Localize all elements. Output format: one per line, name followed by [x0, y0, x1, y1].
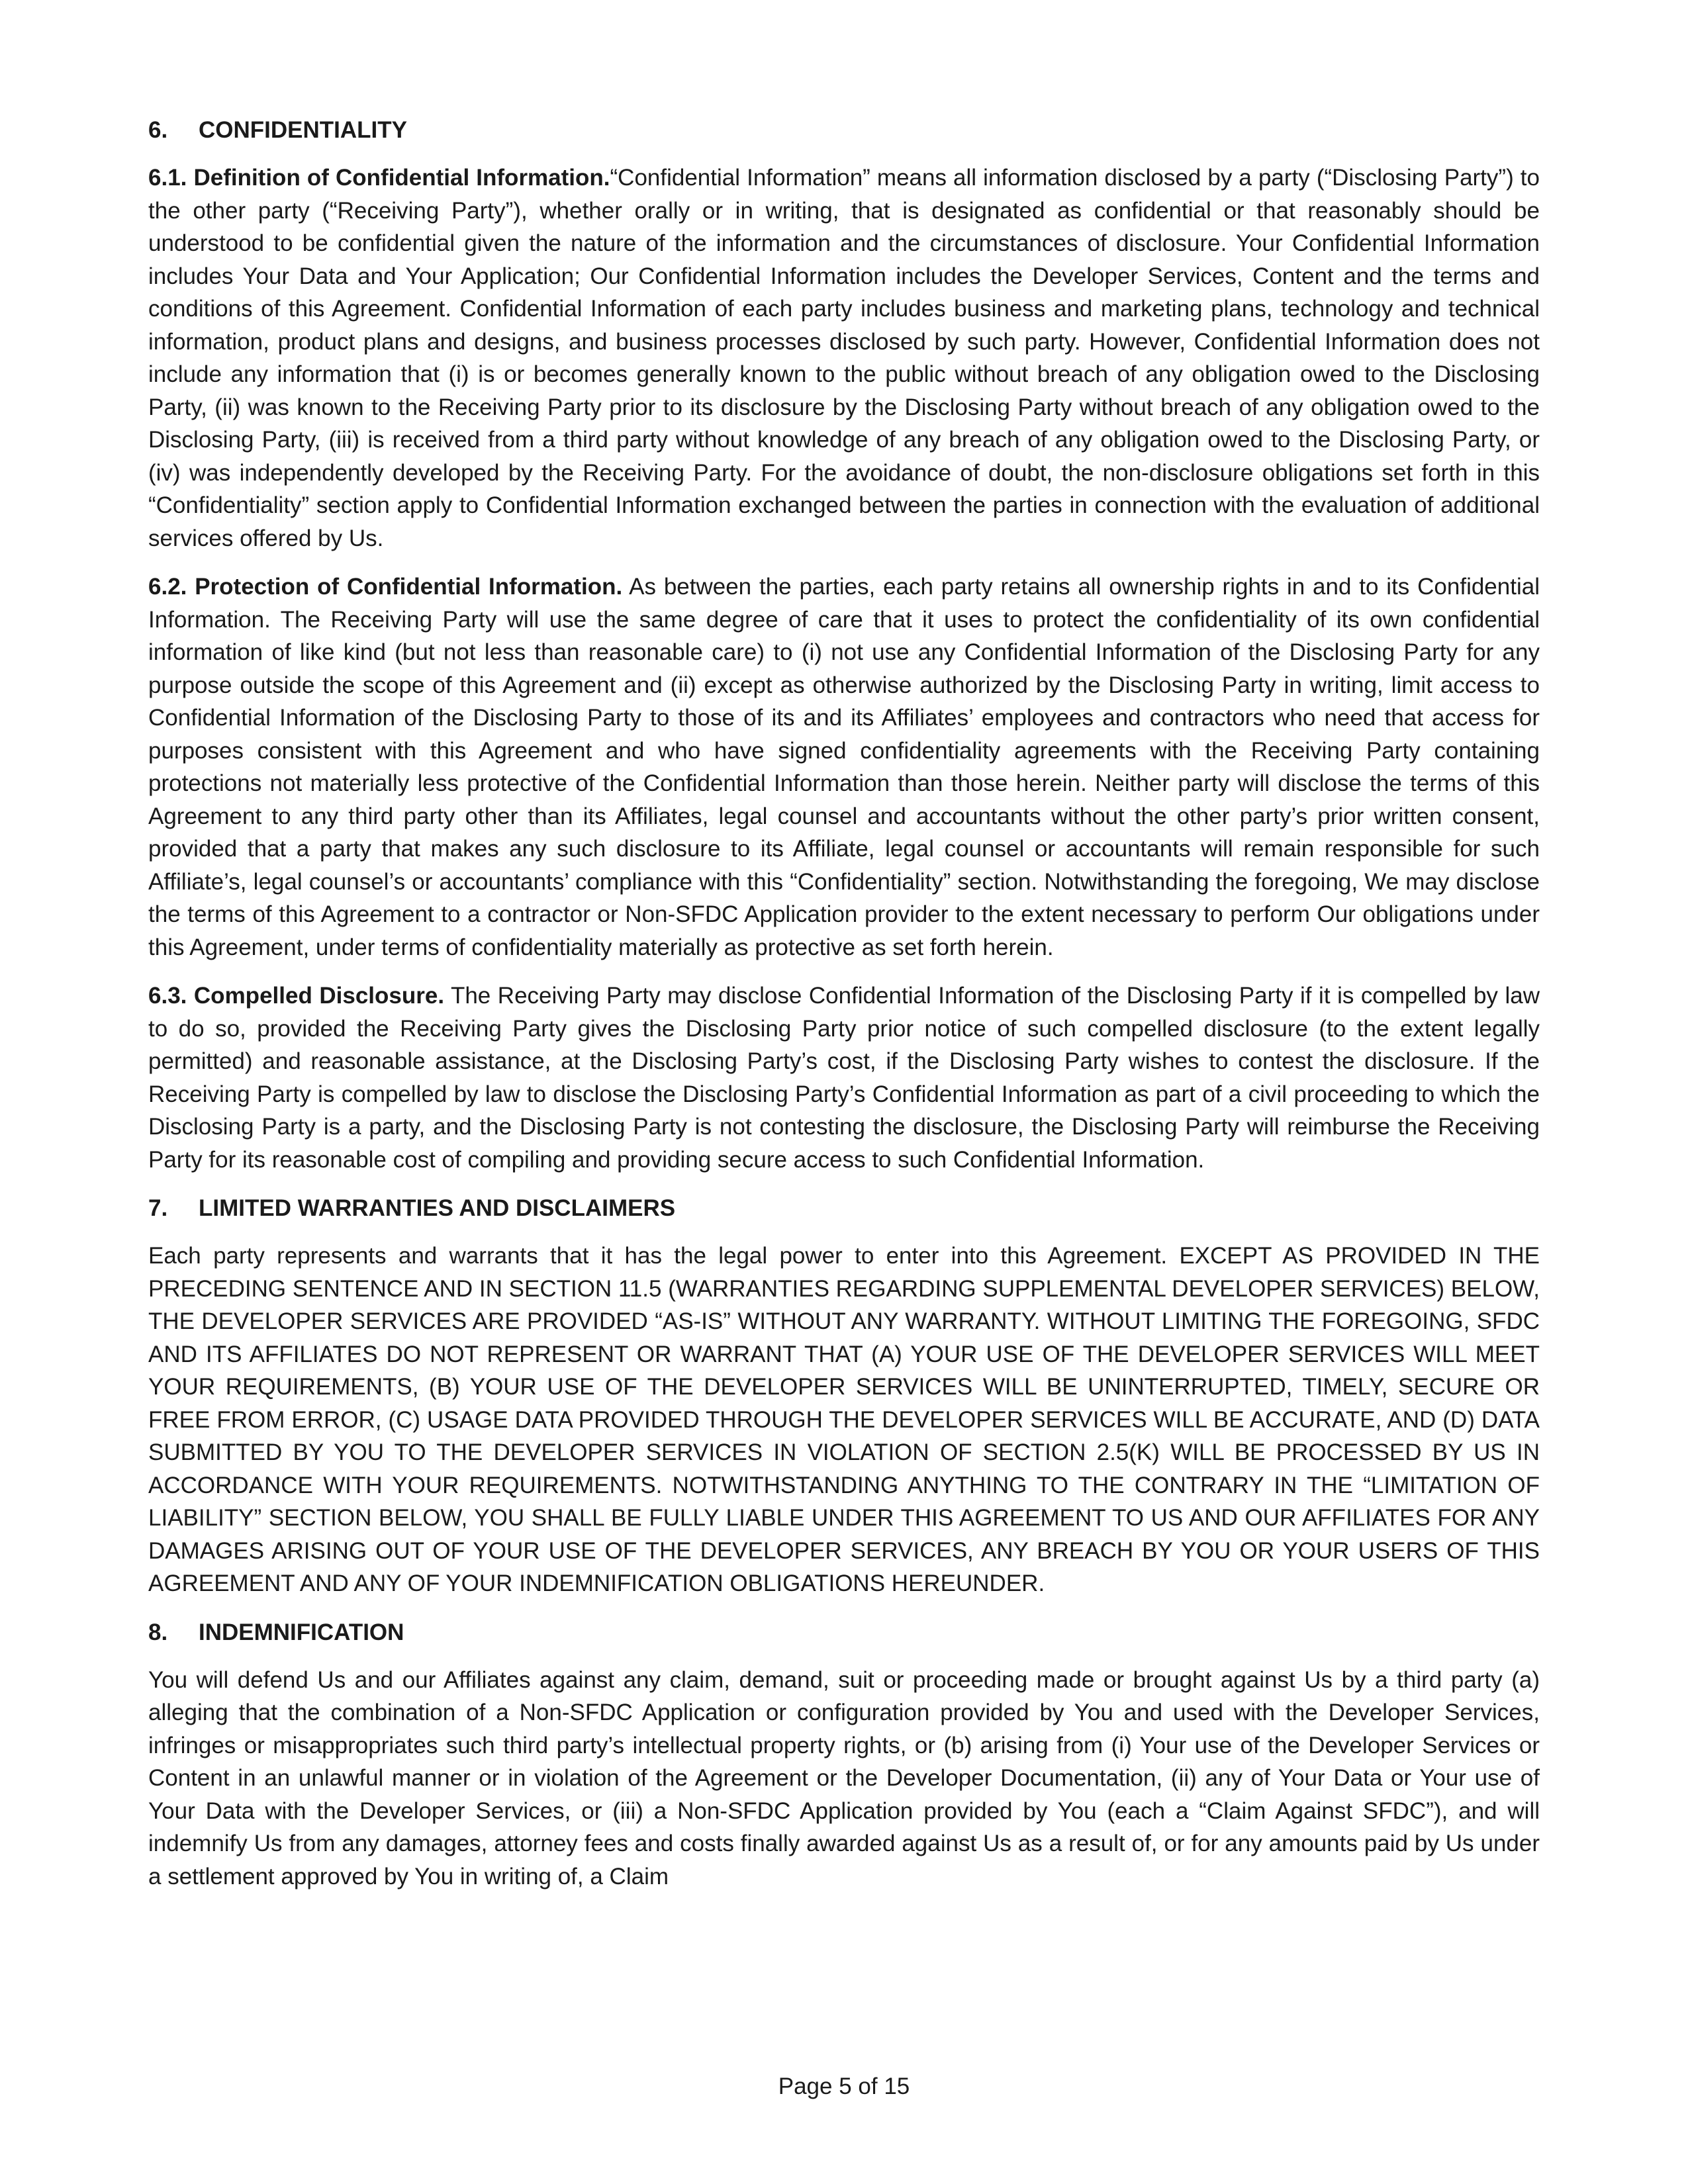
- section-title: CONFIDENTIALITY: [199, 117, 407, 143]
- paragraph-text: You will defend Us and our Affiliates against any claim, demand, suit or proceeding made or brought against Us by a third party (a) alleging that the combination of a Non-SFDC Application or configuration provided by You and used with the Developer Services, infringes or misappropriates such third party’s intellectual property rights, or (b) arising from (i) Your use of the Developer Services or Content in an unlawful manner or in violation of the Agreement or the Developer Documentation, (ii) any of Your Data or Your use of Your Data with the Developer Services, or (iii) a Non-SFDC Application provided by You (each a “Claim Against SFDC”), and will indemnify Us from any damages, attorney fees and costs finally awarded against Us as a result of, or for any amounts paid by Us under a settlement approved by You in writing of, a Claim: [148, 1666, 1540, 1889]
- paragraph-7: [148, 1240, 1540, 1600]
- paragraph-6-3: [148, 979, 1540, 1176]
- page-content: [148, 106, 1540, 1909]
- section-number: 7.: [148, 1195, 168, 1221]
- paragraph-6-2: [148, 570, 1540, 964]
- paragraph-text: Each party represents and warrants that it has the legal power to enter into this Agreement. EXCEPT AS PROVIDED IN THE PRECEDING SENTENCE AND IN SECTION 11.5 (WARRANTIES REGARDING SUPPLEMENTAL DEVELOPER SERVICES) BELOW, THE DEVELOPER SERVICES ARE PROVIDED “AS-IS” WITHOUT ANY WARRANTY. WITHOUT LIMITING THE FOREGOING, SFDC AND ITS AFFILIATES DO NOT REPRESENT OR WARRANT THAT (A) YOUR USE OF THE DEVELOPER SERVICES WILL MEET YOUR REQUIREMENTS, (B) YOUR USE OF THE DEVELOPER SERVICES WILL BE UNINTERRUPTED, TIMELY, SECURE OR FREE FROM ERROR, (C) USAGE DATA PROVIDED THROUGH THE DEVELOPER SERVICES WILL BE ACCURATE, AND (D) DATA SUBMITTED BY YOU TO THE DEVELOPER SERVICES IN VIOLATION OF SECTION 2.5(K) WILL BE PROCESSED BY US IN ACCORDANCE WITH YOUR REQUIREMENTS. NOTWITHSTANDING ANYTHING TO THE CONTRARY IN THE “LIMITATION OF LIABILITY” SECTION BELOW, YOU SHALL BE FULLY LIABLE UNDER THIS AGREEMENT TO US AND OUR AFFILIATES FOR ANY DAMAGES ARISING OUT OF YOUR USE OF THE DEVELOPER SERVICES, ANY BREACH BY YOU OR YOUR USERS OF THIS AGREEMENT AND ANY OF YOUR INDEMNIFICATION OBLIGATIONS HEREUNDER.: [148, 1243, 1540, 1596]
- section-number: 6.: [148, 117, 168, 143]
- paragraph-lead: 6.1. Definition of Confidential Information.: [148, 165, 610, 191]
- section-heading-indemnification: [148, 1616, 1540, 1649]
- paragraph-text: The Receiving Party may disclose Confidential Information of the Disclosing Party if it is compelled by law to do so, provided the Receiving Party gives the Disclosing Party prior notice of such compelled disclosure (to the extent legally permitted) and reasonable assistance, at the Disclosing Party’s cost, if the Disclosing Party wishes to contest the disclosure. If the Receiving Party is compelled by law to disclose the Disclosing Party’s Confidential Information as part of a civil proceeding to which the Disclosing Party is a party, and the Disclosing Party is not contesting the disclosure, the Disclosing Party will reimburse the Receiving Party for its reasonable cost of compiling and providing secure access to such Confidential Information.: [148, 983, 1540, 1173]
- paragraph-text: “Confidential Information” means all information disclosed by a party (“Disclosing Party”) to the other party (“Receiving Party”), whether orally or in writing, that is designated as confidential or that reasonably should be understood to be confidential given the nature of the information and the circumstances of disclosure. Your Confidential Information includes Your Data and Your Application; Our Confidential Information includes the Developer Services, Content and the terms and conditions of this Agreement. Confidential Information of each party includes business and marketing plans, technology and technical information, product plans and designs, and business processes disclosed by such party. However, Confidential Information does not include any information that (i) is or becomes generally known to the public without breach of any obligation owed to the Disclosing Party, (ii) was known to the Receiving Party prior to its disclosure by the Disclosing Party without breach of any obligation owed to the Disclosing Party, (iii) is received from a third party without knowledge of any breach of any obligation owed to the Disclosing Party, or (iv) was independently developed by the Receiving Party. For the avoidance of doubt, the non-disclosure obligations set forth in this “Confidentiality” section apply to Confidential Information exchanged between the parties in connection with the evaluation of additional services offered by Us.: [148, 165, 1540, 551]
- paragraph-text: As between the parties, each party retains all ownership rights in and to its Confidential Information. The Receiving Party will use the same degree of care that it uses to protect the confidentiality of its own confidential information of like kind (but not less than reasonable care) to (i) not use any Confidential Information of the Disclosing Party for any purpose outside the scope of this Agreement and (ii) except as otherwise authorized by the Disclosing Party in writing, limit access to Confidential Information of the Disclosing Party to those of its and its Affiliates’ employees and contractors who need that access for purposes consistent with this Agreement and who have signed confidentiality agreements with the Receiving Party containing protections not materially less protective of the Confidential Information than those herein. Neither party will disclose the terms of this Agreement to any third party other than its Affiliates, legal counsel and accountants without the other party’s prior written consent, provided that a party that makes any such disclosure to its Affiliate, legal counsel or accountants will remain responsible for such Affiliate’s, legal counsel’s or accountants’ compliance with this “Confidentiality” section. Notwithstanding the foregoing, We may disclose the terms of this Agreement to a contractor or Non-SFDC Application provider to the extent necessary to perform Our obligations under this Agreement, under terms of confidentiality materially as protective as set forth herein.: [148, 574, 1540, 960]
- paragraph-lead: 6.3. Compelled Disclosure.: [148, 983, 445, 1009]
- section-title: INDEMNIFICATION: [199, 1619, 404, 1645]
- paragraph-lead: 6.2. Protection of Confidential Information.: [148, 574, 623, 600]
- section-title: LIMITED WARRANTIES AND DISCLAIMERS: [199, 1195, 676, 1221]
- section-heading-warranties: [148, 1192, 1540, 1225]
- page-number: Page 5 of 15: [778, 2073, 910, 2099]
- paragraph-6-1: [148, 161, 1540, 555]
- section-heading-confidentiality: [148, 114, 1540, 147]
- section-number: 8.: [148, 1619, 168, 1645]
- paragraph-8: [148, 1664, 1540, 1893]
